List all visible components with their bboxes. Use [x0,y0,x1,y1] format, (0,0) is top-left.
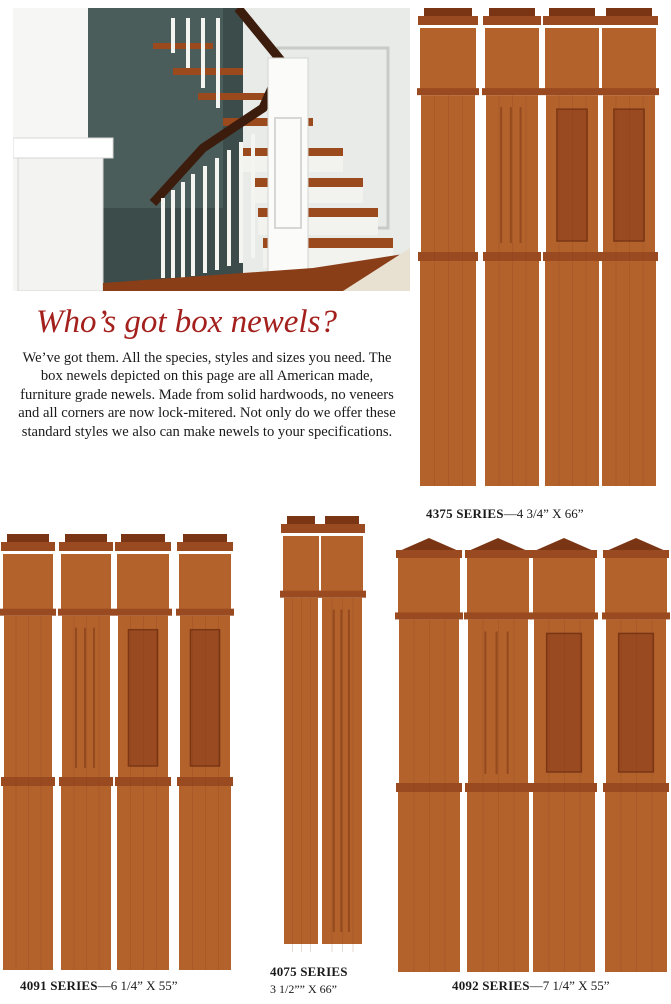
series-dims: —7 1/4” X 55” [529,978,610,993]
caption-4375 [426,506,584,522]
caption-4091 [20,978,178,994]
newel-post-4092-1 [395,538,463,972]
series-name: 4375 SERIES [426,506,504,521]
newel-post-4091-2 [58,534,114,970]
newel-post-4092-4 [602,538,670,972]
series-dims: 3 1/2”” X 66” [270,982,337,996]
series-name: 4092 SERIES [452,978,530,993]
intro-paragraph: We’ve got them. All the species, styles and sizes you need. The box newels depicted on this page are all American made, furniture grade newels. Made from solid hardwoods, no veneers and all corners are now lock-mitered. Not only do we offer these standard styles we also can make newels to your specifications. [18,350,396,440]
newel-post-4375-1 [417,8,479,486]
series-dims: —4 3/4” X 66” [503,506,584,521]
newel-post-4075-1 [280,516,322,952]
newel-post-4091-3 [114,534,172,970]
caption-4092 [452,978,610,994]
caption-4075-dims [270,982,337,997]
newel-post-4092-3 [530,538,598,972]
caption-4075 [270,964,348,980]
newel-post-4375-2 [482,8,542,486]
series-name: 4091 SERIES [20,978,98,993]
newel-post-4375-3 [542,8,602,486]
headline: Who’s got box newels? [36,304,337,340]
series-name: 4075 SERIES [270,964,348,979]
newel-post-4092-2 [464,538,532,972]
newel-post-4091-4 [176,534,234,970]
newel-post-4375-4 [599,8,659,486]
newel-post-4091-1 [0,534,56,970]
series-dims: —6 1/4” X 55” [97,978,178,993]
newel-post-4075-2 [318,516,366,952]
